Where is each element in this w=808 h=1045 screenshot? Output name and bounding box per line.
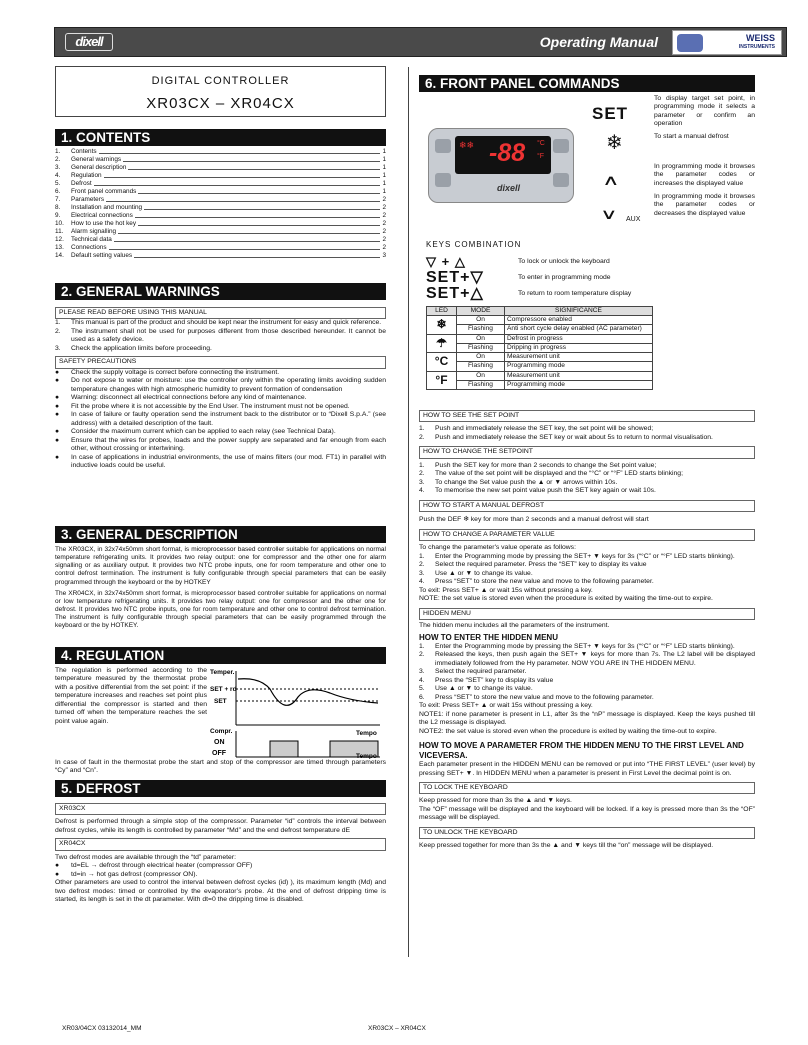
key-description: In programming mode it browses the parameter codes or increases the displayed value [654,163,755,187]
toc-page: 2 [382,236,386,243]
controller-display: ❄❄ -88 °C °F [455,136,551,174]
regulation-section [55,647,386,776]
bullet-icon: ● [55,453,60,461]
item-number: 1. [419,461,425,469]
item-text: To memorise the new set point value push the SET key again or wait 10s. [435,487,656,495]
item-text: Released the keys, then push again the SET+ ▼ keys for more than 7s. The L2 label will be displayed immediately followed from the Hy parameter. NOW YOU ARE IN THE HIDDEN MENU. [435,651,755,667]
bullet-item [55,377,386,394]
toc-title: Front panel commands [71,188,137,195]
list-item [419,553,755,561]
toc-number: 8. [55,204,61,211]
combination-row [426,254,756,270]
list-item [419,578,755,586]
section-heading: 5. DEFROST [55,780,386,797]
paragraph: NOTE2: the set value is stored even when the procedure is exited by waiting the time-out to expire. [419,727,717,735]
item-number: 3. [419,668,425,676]
toc-entry [55,156,386,164]
toc-title: Alarm signalling [71,228,117,235]
item-number: 3. [419,569,425,577]
item-number: 4. [419,487,425,495]
subheading: TO UNLOCK THE KEYBOARD [419,827,755,839]
graph-label: SET + rd [210,686,237,693]
toc-number: 14. [55,252,64,259]
bullet-text: Consider the maximum current which can be applied to each relay (see Technical Data). [71,428,336,436]
up-key-icon: ∧ [602,172,620,189]
item-text: Push and immediately release the SET key, the set point will be showed; [435,425,654,433]
paragraph: The XR03CX, in 32x74x50mm short format, is microprocessor based controller suitable for applications on normal temperature refrigerating units. It provides two relay output: one for compressor and the other one for alarm signalling or as auxiliary output. It provides two NTC probe inputs, one for room temperature and other one to control defrost termination. The instrument is fully configurable through special parameters that can be easily programmed through the keyboard or the by HOTKEY [55,546,386,586]
toc-leader [138,188,380,194]
toc-entry [55,180,386,188]
panel-down-key[interactable] [553,173,569,187]
bullet-item: td=EL → defrost through electrical heater (compressor OFF) [71,862,253,870]
combination-keys: ▽ + △ [426,254,466,269]
list-item [55,319,386,327]
toc-page: 1 [382,188,386,195]
toc-title: Regulation [71,172,102,179]
item-text: This manual is part of the product and should be kept near the instrument for easy and quick reference. [71,319,382,327]
combination-desc: To enter in programming mode [518,273,611,281]
led-table: LED MODE SIGNIFICANCE ❄ On Compressore enabled Flashing Anti short cycle delay enabled (AC parameter) ☂ On Defrost in progress Flashing Dripping in progress °C On Measurement unit Flashing Programming mode °F On Measurement unit Flashing Programming mode [426,306,653,390]
bullet-item [55,454,386,471]
howto-section [419,410,755,851]
toc-title: Contents [71,148,97,155]
subheading: SAFETY PRECAUTIONS [55,356,386,368]
bullet-text: Do not expose to water or moisture: use the controller only within the operating limits avoiding sudden temperature changes with high atmospheric humidity to prevent formation of condensation [71,377,386,393]
partner-emblem-icon [677,34,703,52]
toc-entry [55,228,386,236]
key-symbols [592,97,652,233]
toc-leader [138,220,380,226]
led-meaning: Compressore enabled [505,316,653,325]
key-description: To start a manual defrost [654,133,729,140]
paragraph: The “OF” message will be displayed and the keyboard will be locked. If a key is pressed more than 3s the “OF” message will be displayed. [419,805,755,822]
defrost-section: 5. DEFROST XR03CX Defrost is performed through a simple stop of the compressor. Parameter “id” controls the interval between defrost cycles, while its length is controlled by parameter “Md” and the end defrost temperature dE XR04CX Two defrost modes are available through the “td” parameter: ● td=EL → defrost through electrical heater (compressor OFF) ● td=in → hot gas defrost (compressor ON). Other parameters are used to control the interval between defrost cycles (id) ), its maximum length (Md) and two defrost modes: timed or controlled by the evaporator’s probe. At the end of defrost dripping time is started, its length is set in the dt parameter. With dt=0 the dripping time is disabled. [55,781,386,904]
toc-page: 2 [382,212,386,219]
toc-page: 1 [382,164,386,171]
bullet-list [55,369,386,471]
subheading: HOW TO START A MANUAL DEFROST [419,500,755,512]
item-number: 1. [419,425,425,433]
subheading: HOW TO SEE THE SET POINT [419,410,755,422]
bullet-item [55,437,386,454]
paragraph: Keep pressed for more than 3s the ▲ and ▼ keys. [419,797,572,805]
aux-label: AUX [626,216,641,223]
led-icon: ❄ [427,316,457,334]
toc-title: General warnings [71,156,122,163]
led-table-wrap [426,306,653,390]
item-text: Press the “SET” key to display its value [435,676,554,684]
set-key-symbol: SET [592,104,629,123]
toc-entry [55,172,386,180]
section-heading: 2. GENERAL WARNINGS [55,283,386,300]
toc-entry [55,236,386,244]
led-mode: Flashing [457,362,505,371]
led-mode: Flashing [457,380,505,389]
toc-title: Parameters [71,196,105,203]
toc-title: Installation and mounting [71,204,143,211]
combination-desc: To return to room temperature display [518,289,632,297]
subheading: HOW TO CHANGE THE SETPOINT [419,446,755,458]
toc-title: General description [71,164,127,171]
toc-number: 5. [55,180,61,187]
item-number: 1. [55,319,61,327]
item-number: 2. [419,433,425,441]
item-text: Push the SET key for more than 2 seconds to change the Set point value; [435,461,657,469]
list-item [419,470,755,478]
toc-number: 9. [55,212,61,219]
regulation-graph [210,667,386,759]
item-text: Enter the Programming mode by pressing the SET+ ▼ keys for 3s (“°C” or “°F” LED starts blinking). [435,552,735,560]
combi-title: KEYS COMBINATION [426,240,522,249]
bullet-icon: ● [55,394,60,402]
led-icon: °C [427,353,457,371]
paragraph: To exit: Press SET+ ▲ or wait 15s without pressing a key. [419,702,593,710]
toc-title: Technical data [71,236,112,243]
led-meaning: Anti short cycle delay enabled (AC parameter) [505,325,653,334]
toc-entry [55,212,386,220]
toc-page: 2 [382,196,386,203]
list-item [419,694,755,702]
paragraph: Two defrost modes are available through the “td” parameter: [55,853,236,861]
paragraph: Other parameters are used to control the interval between defrost cycles (id) ), its maximum length (Md) and two defrost modes: timed or controlled by the evaporator’s probe. At the end of defrost dripping time is started, its length is set in the dt parameter. With dt=0 the dripping time is disabled. [55,879,386,904]
controller-illustration [428,128,574,203]
subheading: HOW TO CHANGE A PARAMETER VALUE [419,529,755,541]
list-item [419,677,755,685]
combination-keys: SET+▽ [426,269,484,286]
toc-entry [55,164,386,172]
toc-page: 2 [382,228,386,235]
graph-label: ON [214,739,225,746]
list-item [419,561,755,569]
toc-number: 6. [55,188,61,195]
list-item [419,479,755,487]
toc-page: 1 [382,172,386,179]
toc-leader [135,212,381,218]
item-number: 5. [419,685,425,693]
item-text: Press “SET” to store the new value and move to the following parameter. [435,693,654,701]
key-descriptions [654,95,755,225]
subheading: XR04CX [55,838,386,850]
bullet-item [55,403,386,411]
bullet-text: Ensure that the wires for probes, loads and the power supply are separated and far enough from each other, without crossing or intertwining. [71,436,386,453]
section-heading: 4. REGULATION [55,647,386,664]
bullet-text: Warning: disconnect all electrical connections before any kind of maintenance. [71,394,307,402]
description-section [55,526,386,630]
toc-leader [106,196,380,202]
toc-page: 2 [382,220,386,227]
item-number: 1. [419,552,425,560]
toc-number: 7. [55,196,61,203]
bullet-text: Check the supply voltage is correct before connecting the instrument. [71,368,280,376]
led-mode: On [457,334,505,343]
toc-leader [99,148,381,154]
combination-desc: To lock or unlock the keyboard [518,257,610,265]
led-meaning: Measurement unit [505,353,653,362]
footer-center: XR03CX – XR04CX [368,1025,426,1032]
list-item [419,487,755,495]
numbered-list [55,319,386,353]
graph-label: OFF [212,750,226,757]
paragraph: To exit: Press SET+ ▲ or wait 15s without pressing a key. [419,586,593,594]
toc-title: Defrost [71,180,92,187]
item-number: 2. [419,651,425,659]
led-meaning: Measurement unit [505,371,653,380]
panel-defrost-key[interactable] [435,173,451,187]
paragraph: Defrost is performed through a simple stop of the compressor. Parameter “id” controls the interval between defrost cycles, while its length is controlled by parameter “Md” and the end defrost temperature dE [55,818,386,834]
paragraph: Push the DEF ❄ key for more than 2 seconds and a manual defrost will start [419,516,649,524]
led-mode: Flashing [457,325,505,334]
subheading: XR03CX [55,803,386,815]
bullet-item [55,394,386,402]
column-divider [408,67,409,957]
paragraph: Keep pressed together for more than 3s the ▲ and ▼ keys till the “on” message will be displayed. [419,842,714,850]
item-text: Use ▲ or ▼ to change its value. [435,569,533,577]
toc-entry [55,148,386,156]
toc-list [55,148,386,260]
graph-label: Temper. [210,669,235,676]
subheading: HIDDEN MENU [419,608,755,620]
led-meaning: Dripping in progress [505,343,653,352]
section-heading: 1. CONTENTS [55,129,386,146]
defrost-key-icon: ❄ [606,132,623,154]
bullet-item: td=in → hot gas defrost (compressor ON). [71,870,198,878]
item-text: Check the application limits before proceeding. [71,344,212,352]
toc-leader [128,164,380,170]
led-mode: On [457,316,505,325]
graph-label: Tempo [356,730,377,737]
partner-logo: WEISS INSTRUMENTS [672,30,782,55]
toc-page: 1 [382,148,386,155]
toc-page: 2 [382,244,386,251]
toc-entry [55,220,386,228]
toc-title: Connections [71,244,107,251]
item-text: Press “SET” to store the new value and move to the following parameter. [435,578,654,586]
toc-leader [114,236,381,242]
manual-title: Operating Manual [539,34,658,50]
toc-title: How to use the hot key [71,220,137,227]
item-text: Push and immediately release the SET key or wait about 5s to return to normal visualisation. [435,433,713,441]
warnings-section [55,283,386,471]
item-text: Use ▲ or ▼ to change its value. [435,685,533,693]
item-number: 2. [419,470,425,478]
toc-entry [55,244,386,252]
paragraph: In case of fault in the thermostat probe the start and stop of the compressor are timed through parameters “Cy” and “Cn”. [55,759,386,775]
bullet-icon: ● [55,411,60,419]
toc-leader [94,180,381,186]
item-number: 6. [419,693,425,701]
item-number: 4. [419,578,425,586]
item-text: Select the required parameter. [435,668,527,676]
graph-label: Tempo [356,753,377,759]
led-meaning: Programming mode [505,362,653,371]
down-key-icon: ∨ [600,206,618,223]
subheading: TO LOCK THE KEYBOARD [419,782,755,794]
toc-leader [104,172,381,178]
led-mode: On [457,353,505,362]
bold-heading: HOW TO MOVE A PARAMETER FROM THE HIDDEN MENU TO THE FIRST LEVEL AND VICEVERSA. [419,741,744,761]
toc-title: Default setting values [71,252,133,259]
list-item [419,643,755,651]
toc-page: 3 [382,252,386,259]
contents-section [55,129,386,260]
combination-keys: SET+△ [426,285,484,302]
item-text: Enter the Programming mode by pressing the SET+ ▼ keys for 3s (“°C” or “°F” LED starts blinking). [435,642,735,650]
brand-logo: dixell [65,33,113,51]
list-item [419,651,755,668]
led-meaning: Defrost in progress [505,334,653,343]
led-mode: On [457,371,505,380]
toc-number: 12. [55,236,64,243]
paragraph: The XR04CX, in 32x74x50mm short format, is microprocessor based controller suitable for applications on normal or low temperature refrigerating units. It provides two relay output: one for compressor and the other one for defrost. It provides two NTC probe inputs, one for room temperature and other one to control defrost termination. The instrument is fully configurable through special parameters that can be easily programmed through the keyboard or the by HOTKEY. [55,589,386,630]
bullet-icon: ● [55,402,60,410]
toc-leader [109,244,381,250]
section-heading: 6. FRONT PANEL COMMANDS [419,75,755,92]
item-number: 3. [55,344,61,352]
toc-leader [144,204,380,210]
list-item [419,425,755,433]
toc-page: 1 [382,180,386,187]
panel-set-key[interactable] [435,139,451,153]
bullet-icon: ● [55,436,60,444]
led-icon: ☂ [427,334,457,352]
display-digits: -88 [489,139,526,167]
bullet-icon: ● [55,377,60,385]
list-item [55,345,386,353]
bullet-item [55,428,386,436]
paragraph: The regulation is performed according to the temperature measured by the thermostat probe with a positive differential from the set point: if the temperature increases and reaches set point plus differential the compressor is started and then turned off when the temperature reaches the set point value again. [55,667,207,725]
footer-left: XR03/04CX 03132014_MM [62,1025,142,1032]
combination-row [426,286,756,302]
toc-number: 1. [55,148,61,155]
led-icon: °F [427,371,457,389]
section-heading: 3. GENERAL DESCRIPTION [55,526,386,543]
compressor-led-icon: ❄❄ [459,140,475,150]
toc-page: 2 [382,204,386,211]
panel-up-key[interactable] [553,139,569,153]
item-number: 3. [419,478,425,486]
led-mode: Flashing [457,343,505,352]
item-number: 4. [419,676,425,684]
graph-label: Compr. [210,728,233,735]
list-item [55,328,386,345]
key-description: In programming mode it browses the parameter codes or decreases the displayed value [654,193,755,217]
toc-entry [55,204,386,212]
graph-label: SET [214,698,227,705]
toc-number: 4. [55,172,61,179]
toc-entry [55,196,386,204]
toc-leader [134,252,380,258]
bold-heading: HOW TO ENTER THE HIDDEN MENU [419,632,558,642]
front-panel-section [419,75,755,92]
toc-entry [55,188,386,196]
bullet-text: In case of applications in industrial environments, the use of mains filters (our mod. FT1) in parallel with inductive loads could be useful. [71,453,386,470]
toc-number: 13. [55,244,64,251]
bullet-item [55,411,386,428]
subheading: PLEASE READ BEFORE USING THIS MANUAL [55,307,386,319]
item-number: 2. [55,327,61,335]
paragraph: The hidden menu includes all the parameters of the instrument. [419,622,610,630]
header-bar [54,27,787,57]
toc-entry [55,252,386,260]
toc-number: 11. [55,228,64,235]
item-text: To change the Set value push the ▲ or ▼ arrows within 10s. [435,478,618,486]
paragraph: Each parameter present in the HIDDEN MENU can be removed or put into “THE FIRST LEVEL” (user level) by pressing SET+ ▼. In HIDDEN MENU when a parameter is present in First Level the decimal point is on. [419,761,755,777]
item-text: Select the required parameter. Press the “SET” key to display its value [435,561,647,569]
paragraph: NOTE1: if none parameter is present in L1, after 3s the “nP” message is displayed. Keep the keys pushed till the L2 message is displayed. [419,710,755,727]
combination-row [426,270,756,286]
bullet-item [55,369,386,377]
list-item [419,685,755,693]
toc-number: 10. [55,220,64,227]
title-box: DIGITAL CONTROLLER XR03CX – XR04CX [55,66,386,117]
paragraph: NOTE: the set value is stored even when the procedure is exited by waiting the time-out to expire. [419,595,713,603]
list-item [419,570,755,578]
bullet-text: In case of failure or faulty operation send the instrument back to the distributor or to “Dixell S.p.A.” (see address) with a detailed description of the fault. [71,411,386,427]
bullet-icon: ● [55,428,60,436]
bullet-icon: ● [55,368,60,376]
item-number: 1. [419,642,425,650]
item-text: The instrument shall not be used for purposes different from those described hereunder. It cannot be used as a safety device. [71,327,386,344]
toc-page: 1 [382,156,386,163]
list-item [419,668,755,676]
key-combinations [426,254,756,302]
toc-leader [123,156,380,162]
item-number: 2. [419,561,425,569]
toc-number: 3. [55,164,61,171]
key-description: To display target set point, in programming mode it selects a parameter or confirm an operation [654,95,755,128]
toc-leader [118,228,380,234]
toc-number: 2. [55,156,61,163]
panel-logo: dixell [497,183,521,193]
led-meaning: Programming mode [505,380,653,389]
item-text: The value of the set point will be displayed and the “°C” or “°F” LED starts blinking; [435,470,683,478]
bullet-text: Fit the probe where it is not accessible by the End User. The instrument must not be opened. [71,402,350,410]
paragraph: To change the parameter's value operate as follows: [419,544,576,552]
list-item [419,434,755,442]
toc-title: Electrical connections [71,212,133,219]
